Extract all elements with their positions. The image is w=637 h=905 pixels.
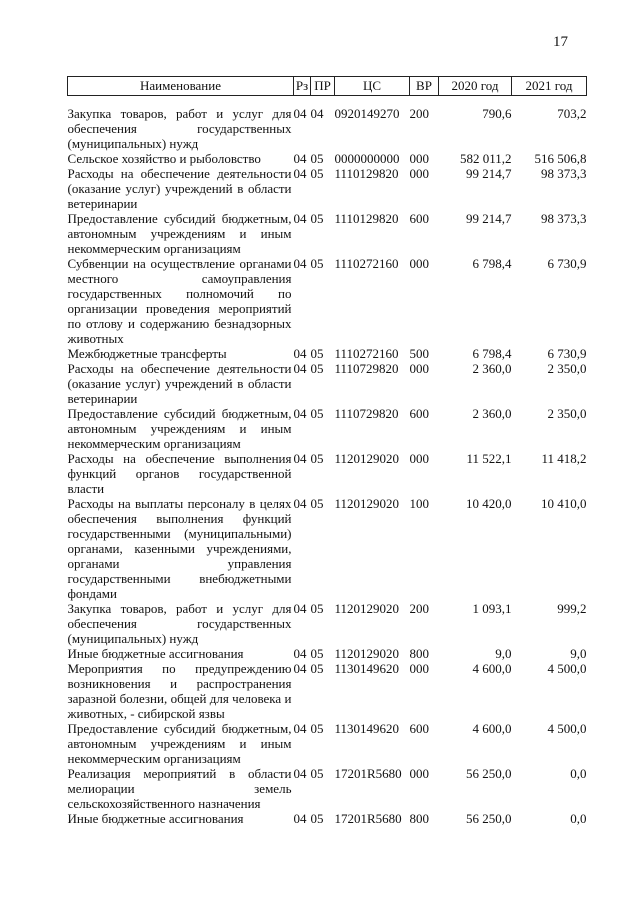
table-row <box>68 811 587 826</box>
row-pr-cell: 05 <box>310 721 324 736</box>
row-pr-cell: 05 <box>310 166 324 181</box>
table-row <box>68 211 587 256</box>
table-row <box>68 451 587 496</box>
row-pr-cell: 05 <box>310 451 324 466</box>
row-cs-cell: 1110729820 <box>334 361 399 376</box>
row-cs-cell: 1110129820 <box>334 166 399 181</box>
row-rz-cell: 04 <box>293 601 307 616</box>
row-vr-cell: 100 <box>409 496 429 511</box>
row-vr-cell: 200 <box>409 106 429 121</box>
row-rz-cell: 04 <box>293 406 307 421</box>
row-2021-cell: 98 373,3 <box>541 211 587 226</box>
row-cs-cell: 17201R5680 <box>334 766 402 781</box>
row-pr-cell: 05 <box>310 766 324 781</box>
row-vr-cell: 500 <box>409 346 429 361</box>
row-name-cell: Иные бюджетные ассигнования <box>67 811 244 826</box>
header-cs: ЦС <box>335 77 410 96</box>
row-cs-cell: 17201R5680 <box>334 811 402 826</box>
row-2021-cell: 9,0 <box>570 646 587 661</box>
row-vr-cell: 000 <box>409 166 429 181</box>
table-header-row <box>68 77 587 96</box>
row-rz-cell: 04 <box>293 646 307 661</box>
row-cs-cell: 1120129020 <box>334 496 400 511</box>
table-row <box>68 406 587 451</box>
table-row <box>68 601 587 646</box>
row-vr-cell: 200 <box>409 601 429 616</box>
page-number: 17 <box>553 34 568 50</box>
row-name-cell: Предоставление субсидий бюджетным, автономным учреждениям и иным некоммерческим организациям <box>67 406 292 451</box>
row-pr-cell: 05 <box>310 496 324 511</box>
row-cs-cell: 1110272160 <box>334 346 399 361</box>
row-name-cell: Предоставление субсидий бюджетным, автономным учреждениям и иным некоммерческим организациям <box>67 721 292 766</box>
row-cs-cell: 1110729820 <box>334 406 399 421</box>
table-row <box>68 766 587 811</box>
row-cs-cell: 0000000000 <box>334 151 400 166</box>
row-vr-cell: 600 <box>409 721 429 736</box>
header-rz: Рз <box>294 77 311 96</box>
row-vr-cell: 000 <box>409 151 429 166</box>
row-cs-cell: 1110129820 <box>334 211 399 226</box>
row-2021-cell: 6 730,9 <box>547 346 587 361</box>
row-2021-cell: 11 418,2 <box>541 451 587 466</box>
row-name-cell: Расходы на обеспечение деятельности (оказание услуг) учреждений в области ветеринарии <box>67 166 292 211</box>
row-pr-cell: 05 <box>310 151 324 166</box>
row-2020-cell: 2 360,0 <box>472 361 512 376</box>
row-2021-cell: 6 730,9 <box>547 256 587 271</box>
row-vr-cell: 600 <box>409 406 429 421</box>
row-vr-cell: 000 <box>409 661 429 676</box>
table-row <box>68 721 587 766</box>
row-rz-cell: 04 <box>293 151 307 166</box>
row-cs-cell: 1120129020 <box>334 601 400 616</box>
row-2020-cell: 56 250,0 <box>466 811 512 826</box>
row-pr-cell: 05 <box>310 346 324 361</box>
row-rz-cell: 04 <box>293 106 307 121</box>
row-pr-cell: 05 <box>310 256 324 271</box>
row-vr-cell: 000 <box>409 766 429 781</box>
row-2020-cell: 9,0 <box>495 646 512 661</box>
row-name-cell: Межбюджетные трансферты <box>67 346 227 361</box>
row-vr-cell: 000 <box>409 361 429 376</box>
row-name-cell: Субвенции на осуществление органами местного самоуправления государственных полномочий по организации проведения мероприятий по отлову и содержанию безнадзорных животных <box>67 256 292 346</box>
header-vr: ВР <box>410 77 439 96</box>
row-name-cell: Иные бюджетные ассигнования <box>67 646 244 661</box>
row-2020-cell: 4 600,0 <box>472 661 512 676</box>
row-pr-cell: 05 <box>310 646 324 661</box>
row-pr-cell: 05 <box>310 601 324 616</box>
header-2020: 2020 год <box>439 77 512 96</box>
row-cs-cell: 1120129020 <box>334 451 400 466</box>
row-name-cell: Мероприятия по предупреждению возникновения и распространения заразной болезни, общей для человека и животных, - сибирской язвы <box>67 661 292 721</box>
header-pr: ПР <box>311 77 335 96</box>
table-row <box>68 166 587 211</box>
row-rz-cell: 04 <box>293 211 307 226</box>
row-pr-cell: 04 <box>310 106 324 121</box>
row-name-cell: Расходы на обеспечение деятельности (оказание услуг) учреждений в области ветеринарии <box>67 361 292 406</box>
row-rz-cell: 04 <box>293 496 307 511</box>
row-vr-cell: 800 <box>409 811 429 826</box>
row-2021-cell: 999,2 <box>557 601 587 616</box>
row-pr-cell: 05 <box>310 361 324 376</box>
row-name-cell: Расходы на выплаты персоналу в целях обеспечения выполнения функций государственными (муниципальными) органами, казенными учреждениями, органами управления государственными внебюджетными фондами <box>67 496 292 601</box>
row-cs-cell: 1120129020 <box>334 646 400 661</box>
row-name-cell: Закупка товаров, работ и услуг для обеспечения государственных (муниципальных) нужд <box>67 106 292 151</box>
row-2021-cell: 10 410,0 <box>541 496 587 511</box>
row-name-cell: Сельское хозяйство и рыболовство <box>67 151 261 166</box>
row-vr-cell: 000 <box>409 256 429 271</box>
row-name-cell: Расходы на обеспечение выполнения функций органов государственной власти <box>67 451 292 496</box>
row-rz-cell: 04 <box>293 346 307 361</box>
header-2021: 2021 год <box>512 77 587 96</box>
row-rz-cell: 04 <box>293 451 307 466</box>
row-pr-cell: 05 <box>310 661 324 676</box>
row-2021-cell: 0,0 <box>570 766 587 781</box>
row-cs-cell: 1110272160 <box>334 256 399 271</box>
row-cs-cell: 1130149620 <box>334 721 400 736</box>
row-2021-cell: 703,2 <box>557 106 587 121</box>
row-rz-cell: 04 <box>293 721 307 736</box>
table-row <box>68 96 587 152</box>
row-2020-cell: 11 522,1 <box>466 451 512 466</box>
row-name-cell: Предоставление субсидий бюджетным, автономным учреждениям и иным некоммерческим организациям <box>67 211 292 256</box>
table-body <box>68 96 587 827</box>
row-vr-cell: 600 <box>409 211 429 226</box>
row-rz-cell: 04 <box>293 166 307 181</box>
row-name-cell: Закупка товаров, работ и услуг для обеспечения государственных (муниципальных) нужд <box>67 601 292 646</box>
budget-table <box>67 76 587 826</box>
row-cs-cell: 1130149620 <box>334 661 400 676</box>
row-2020-cell: 99 214,7 <box>466 211 512 226</box>
table-row <box>68 646 587 661</box>
row-2021-cell: 98 373,3 <box>541 166 587 181</box>
row-2020-cell: 56 250,0 <box>466 766 512 781</box>
table-row <box>68 256 587 346</box>
row-rz-cell: 04 <box>293 766 307 781</box>
row-pr-cell: 05 <box>310 811 324 826</box>
row-2021-cell: 0,0 <box>570 811 587 826</box>
row-2020-cell: 99 214,7 <box>466 166 512 181</box>
row-2021-cell: 4 500,0 <box>547 721 587 736</box>
row-name-cell: Реализация мероприятий в области мелиорации земель сельскохозяйственного назначения <box>67 766 292 811</box>
table-row <box>68 661 587 721</box>
row-rz-cell: 04 <box>293 811 307 826</box>
row-2021-cell: 2 350,0 <box>547 406 587 421</box>
row-pr-cell: 05 <box>310 406 324 421</box>
row-rz-cell: 04 <box>293 361 307 376</box>
row-2021-cell: 2 350,0 <box>547 361 587 376</box>
row-vr-cell: 000 <box>409 451 429 466</box>
header-name: Наименование <box>68 77 294 96</box>
row-2020-cell: 6 798,4 <box>472 346 512 361</box>
row-2020-cell: 790,6 <box>482 106 512 121</box>
row-2020-cell: 6 798,4 <box>472 256 512 271</box>
table-row <box>68 361 587 406</box>
table-row <box>68 496 587 601</box>
row-2020-cell: 10 420,0 <box>466 496 512 511</box>
row-vr-cell: 800 <box>409 646 429 661</box>
table-row <box>68 346 587 361</box>
row-cs-cell: 0920149270 <box>334 106 400 121</box>
row-2021-cell: 516 506,8 <box>534 151 587 166</box>
row-pr-cell: 05 <box>310 211 324 226</box>
row-rz-cell: 04 <box>293 256 307 271</box>
row-2020-cell: 4 600,0 <box>472 721 512 736</box>
table-row <box>68 151 587 166</box>
row-2020-cell: 2 360,0 <box>472 406 512 421</box>
row-rz-cell: 04 <box>293 661 307 676</box>
row-2020-cell: 1 093,1 <box>472 601 512 616</box>
row-2020-cell: 582 011,2 <box>459 151 512 166</box>
row-2021-cell: 4 500,0 <box>547 661 587 676</box>
